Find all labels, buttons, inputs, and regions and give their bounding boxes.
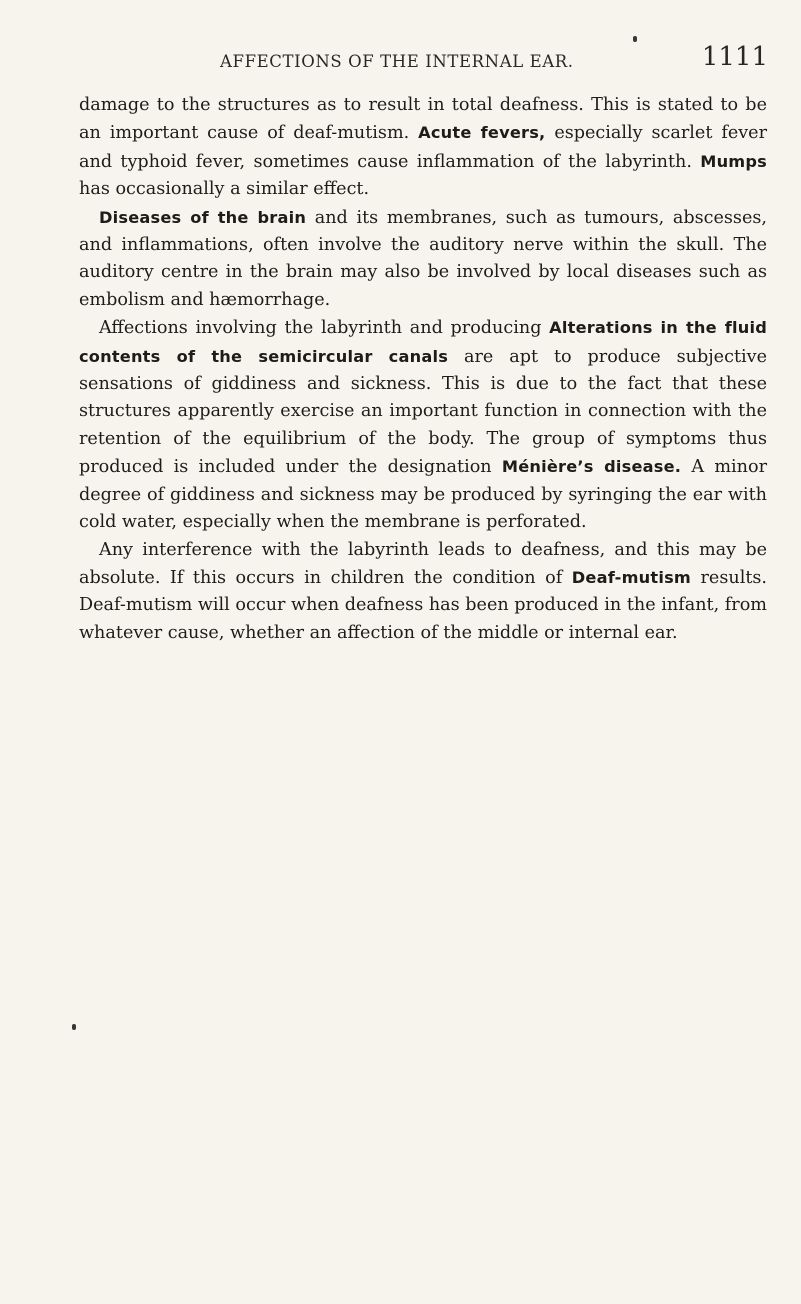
text-run: damage to the structures as to result in total deafness. This is stated to be an important cause of deaf-mutism. <box>79 95 767 144</box>
key-term: Mumps <box>700 151 767 171</box>
paragraph <box>79 92 767 204</box>
text-run: Affections involving the labyrinth and producing <box>99 318 550 339</box>
text-run: are apt to produce subjective sensations of giddiness and sickness. This is due to the fact that these structures apparently exercise an important function in connection with the retention of the equilibrium of the body. The group of symptoms thus produced is included under the designation <box>79 346 767 478</box>
print-speck <box>72 1024 76 1030</box>
key-term: Deaf-mutism <box>571 567 691 587</box>
key-term: Acute fevers, <box>418 123 546 143</box>
paragraph <box>79 204 767 315</box>
text-run: has occasionally a similar effect. <box>79 179 370 200</box>
paragraph <box>79 314 767 536</box>
print-speck <box>633 36 637 42</box>
key-term: Alterations in the fluid contents of the semicircular canals <box>79 318 767 366</box>
page-header <box>220 40 768 80</box>
text-run: especially scarlet fever and typhoid fever, sometimes cause inflammation of the labyrinth. <box>79 123 768 172</box>
running-title: AFFECTIONS OF THE INTERNAL EAR. <box>220 52 574 71</box>
key-term: Ménière’s disease. <box>501 457 682 477</box>
page-number: 1111 <box>701 42 768 72</box>
text-run: results. Deaf-mutism will occur when deafness has been produced in the infant, from whatever cause, whether an affection of the middle or internal ear. <box>79 567 768 643</box>
body-text <box>79 92 767 647</box>
text-run: Any interference with the labyrinth leads to deafness, and this may be absolute. If this occurs in children the condition of <box>79 539 767 588</box>
text-run: A minor degree of giddiness and sickness may be produced by syringing the ear with cold water, especially when the membrane is perforated. <box>79 457 767 533</box>
text-run: and its membranes, such as tumours, abscesses, and inflammations, often involve the auditory nerve within the skull. The auditory centre in the brain may also be involved by local diseases such as embolism and hæmorrhage. <box>79 207 767 310</box>
key-term: Diseases of the brain <box>99 207 307 227</box>
paragraph <box>79 537 767 648</box>
